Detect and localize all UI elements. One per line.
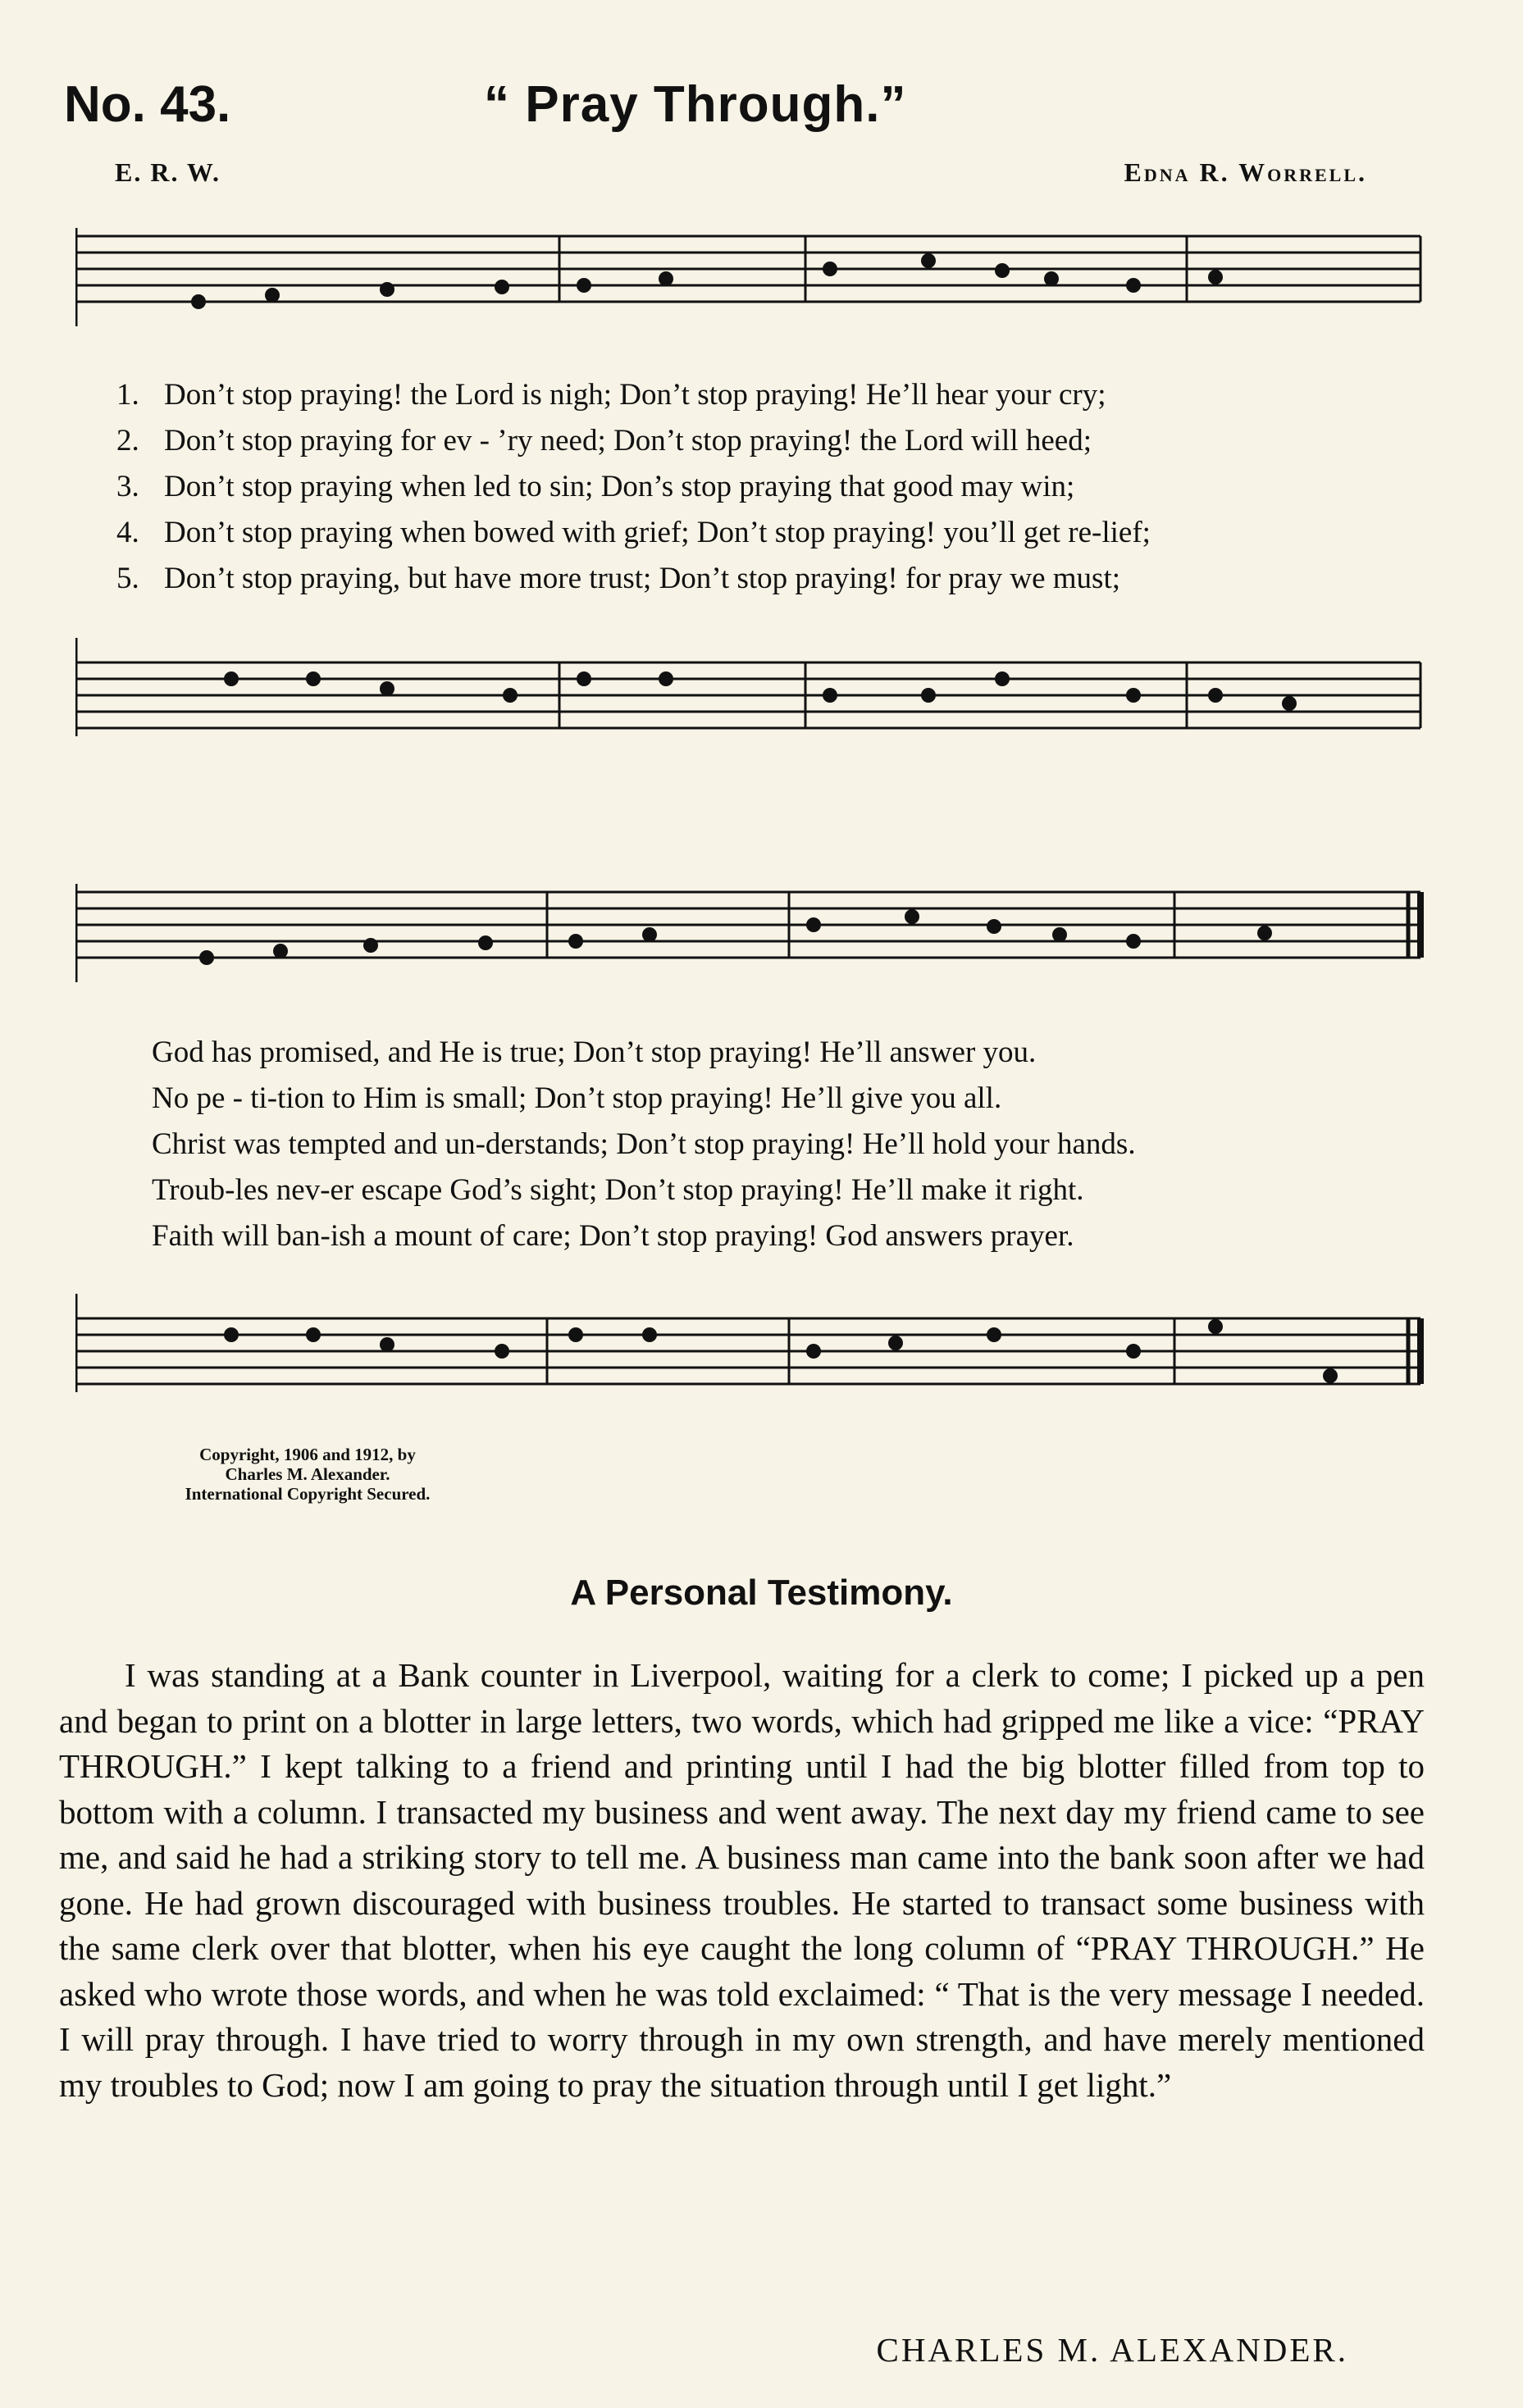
verse-line: 3. Don’t stop praying when led to sin; Don’s stop praying that good may win;	[116, 470, 1075, 503]
verse-line: Christ was tempted and un-derstands; Don’t stop praying! He’ll hold your hands.	[152, 1127, 1136, 1161]
bass-staff-1	[75, 638, 1429, 753]
signature: CHARLES M. ALEXANDER.	[876, 2331, 1348, 2369]
music-credit: Edna R. Worrell.	[1124, 157, 1367, 187]
copyright-notice: Copyright, 1906 and 1912, by Charles M. Alexander. International Copyright Secured.	[185, 1445, 431, 1504]
words-credit: E. R. W.	[115, 157, 221, 187]
verses-part-1	[116, 372, 1151, 602]
treble-staff-2	[75, 884, 1429, 999]
hymn-number: No. 43.	[64, 76, 231, 133]
verse-line: 4. Don’t stop praying when bowed with grief; Don’t stop praying! you’ll get re-lief;	[116, 516, 1151, 549]
testimony-paragraph: I was standing at a Bank counter in Liverpool, waiting for a clerk to come; I picked up a pen and began to print on a blotter in large letters, two words, which had gripped me like a vice: “PRAY THROUGH.” I kept talking to a friend and printing until I had the big blotter filled from top to bottom with a column. I transacted my business and went away. The next day my friend came to see me, and said he had a striking story to tell me. A business man came into the bank soon after we had gone. He had grown discouraged with business troubles. He started to transact some business with the same clerk over that blotter, when his eye caught the long column of “PRAY THROUGH.” He asked who wrote those words, and when he was told exclaimed: “ That is the very message I needed. I will pray through. I have tried to worry through in my own strength, and have merely mentioned my troubles to God; now I am going to pray the situation through until I get light.”	[59, 1656, 1425, 2104]
testimony-body	[59, 1653, 1425, 2108]
testimony-title: A Personal Testimony.	[570, 1573, 953, 1613]
verse-line: 2. Don’t stop praying for ev - ’ry need; Don’t stop praying! the Lord will heed;	[116, 424, 1092, 457]
verses-part-2	[152, 1030, 1136, 1259]
treble-staff-1	[75, 228, 1429, 343]
verse-line: Faith will ban-ish a mount of care; Don’t stop praying! God answers prayer.	[152, 1219, 1074, 1253]
verse-line: No pe - ti-tion to Him is small; Don’t stop praying! He’ll give you all.	[152, 1081, 1002, 1115]
verse-line: God has promised, and He is true; Don’t stop praying! He’ll answer you.	[152, 1036, 1037, 1069]
verse-line: 1. Don’t stop praying! the Lord is nigh; Don’t stop praying! He’ll hear your cry;	[116, 378, 1106, 412]
verse-line: 5. Don’t stop praying, but have more trust; Don’t stop praying! for pray we must;	[116, 562, 1121, 595]
bass-staff-2	[75, 1294, 1429, 1409]
verse-line: Troub-les nev-er escape God’s sight; Don’t stop praying! He’ll make it right.	[152, 1173, 1084, 1207]
hymn-title: “ Pray Through.”	[484, 76, 907, 133]
